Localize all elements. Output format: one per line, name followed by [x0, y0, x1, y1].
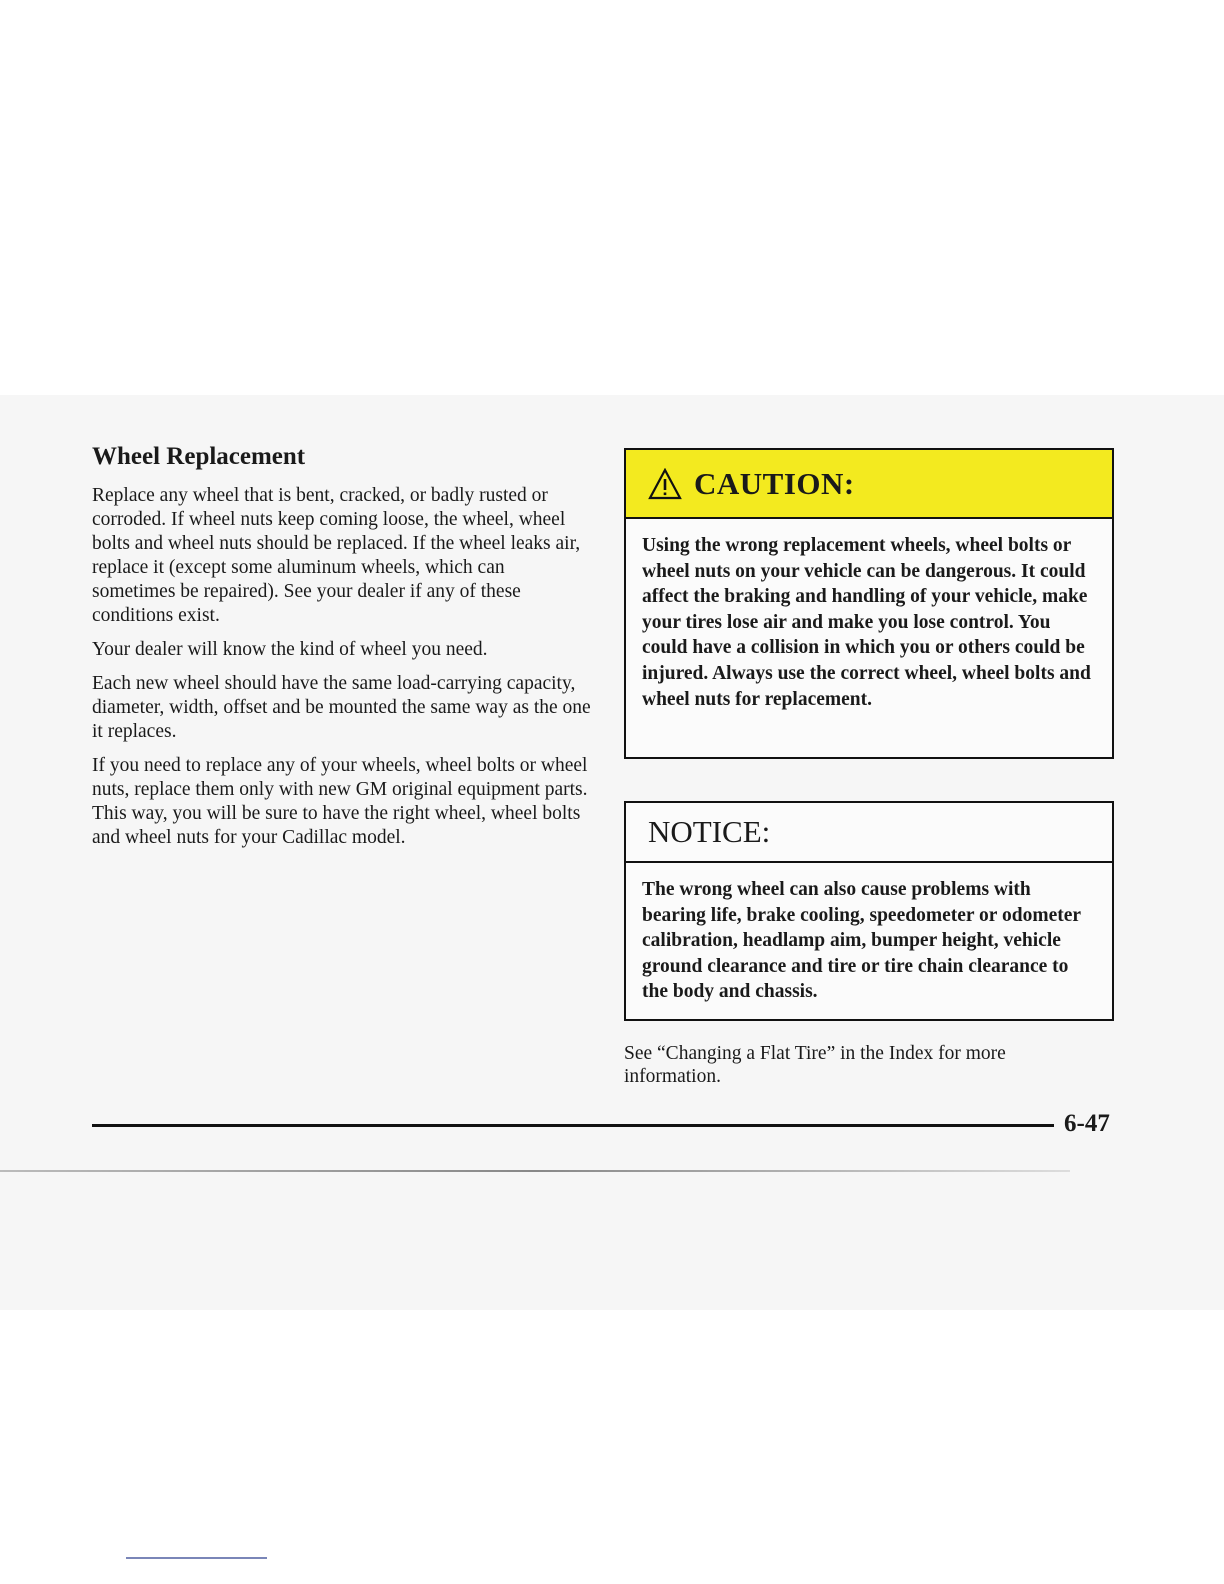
scan-edge-line [0, 1170, 1070, 1172]
caution-title: CAUTION: [694, 465, 855, 501]
notice-title: NOTICE: [648, 814, 771, 849]
page-number: 6-47 [1064, 1110, 1110, 1137]
notice-body: The wrong wheel can also cause problems with bearing life, brake cooling, speedometer or odometer calibration, headlamp aim, bumper height, vehicle ground clearance and tire or tire chain clearance to the body and chassis. [642, 879, 1081, 1003]
link-underline [126, 1557, 267, 1559]
caution-box [624, 448, 1114, 759]
paragraph-1: Replace any wheel that is bent, cracked, or badly rusted or corroded. If wheel nuts keep coming loose, the wheel, wheel bolts and wheel nuts should be replaced. If the wheel leaks air, replace it (except some aluminum wheels, which can sometimes be repaired). See your dealer if any of these conditions exist. [92, 485, 581, 626]
caution-body: Using the wrong replacement wheels, wheel bolts or wheel nuts on your vehicle can be dangerous. It could affect the braking and handling of your vehicle, make your tires lose air and make you lose control. You could have a collision in which you or others could be injured. Always use the correct wheel, wheel bolts and wheel nuts for replacement. [642, 535, 1091, 710]
footer-rule [92, 1124, 1054, 1127]
wheel-replacement-section [92, 442, 592, 860]
section-heading: Wheel Replacement [92, 443, 306, 470]
notice-box [624, 801, 1114, 1021]
paragraph-3: Each new wheel should have the same load-carrying capacity, diameter, width, offset and be mounted the same way as the one it replaces. [92, 673, 591, 742]
notice-header [626, 803, 1112, 863]
warning-triangle-icon [648, 468, 682, 500]
paragraph-4: If you need to replace any of your wheels, wheel bolts or wheel nuts, replace them only with new GM original equipment parts. This way, you will be sure to have the right wheel, wheel bolts and wheel nuts for your Cadillac model. [92, 755, 588, 848]
paragraph-2: Your dealer will know the kind of wheel you need. [92, 639, 488, 660]
caution-header [626, 450, 1112, 519]
see-also-text: See “Changing a Flat Tire” in the Index for more information. [624, 1043, 1006, 1087]
